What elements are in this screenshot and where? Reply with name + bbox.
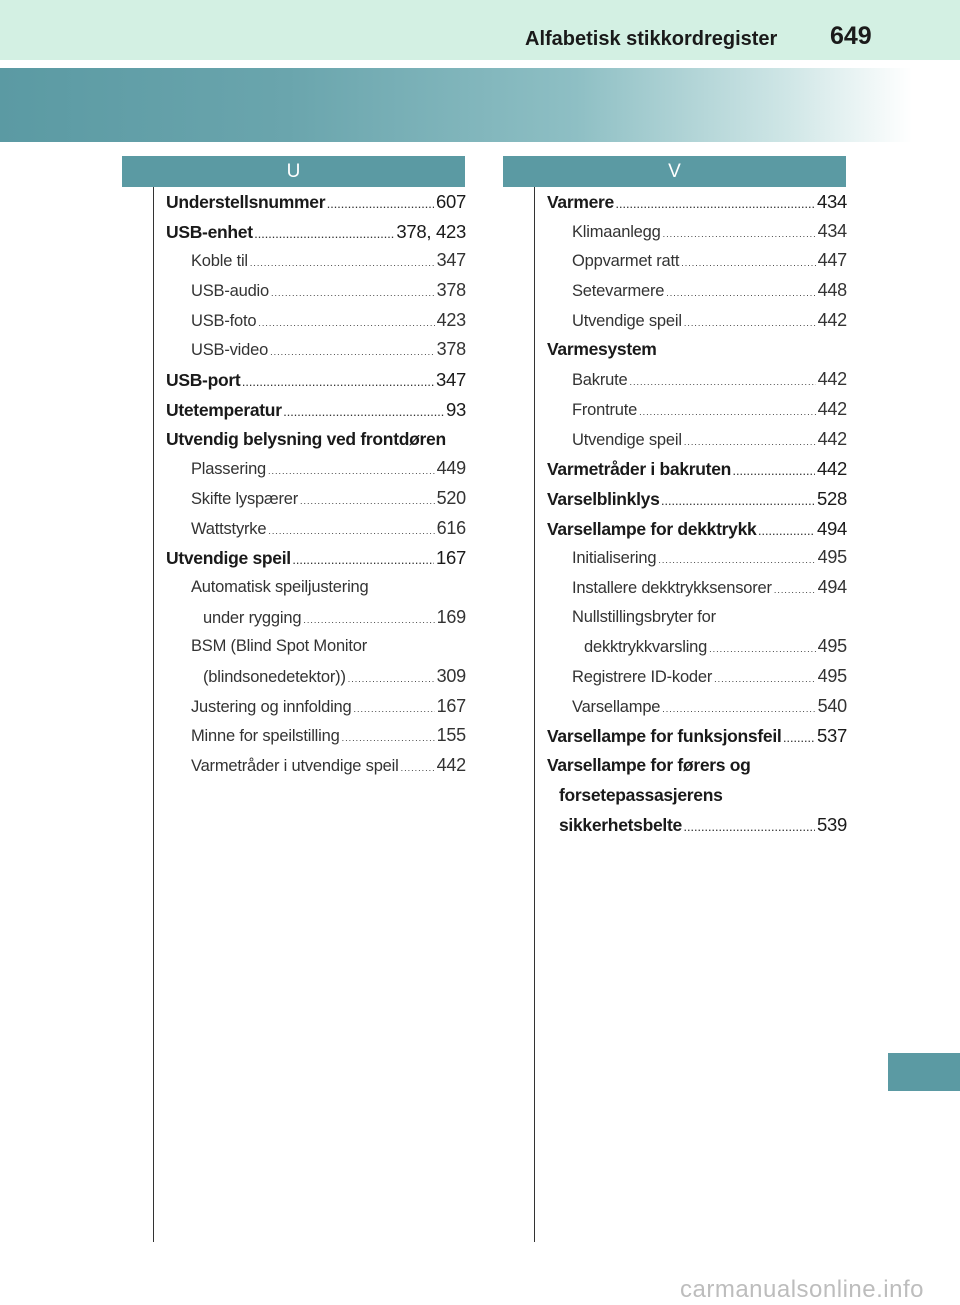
column-rule-left — [153, 187, 154, 1242]
index-entry-label: USB-foto — [191, 311, 257, 330]
index-entry — [166, 751, 466, 781]
dot-leader — [255, 221, 395, 251]
index-entry-label: Nullstillingsbryter for — [572, 607, 716, 626]
index-entry-label: Oppvarmet ratt — [572, 252, 680, 271]
index-entry-label: dekktrykkvarsling — [584, 638, 708, 657]
index-entry — [547, 395, 847, 425]
dot-leader — [681, 249, 815, 279]
index-entry — [547, 425, 847, 455]
index-entry-label: USB-enhet — [166, 221, 253, 242]
index-entry-label: BSM (Blind Spot Monitor — [191, 637, 368, 656]
index-entry-page: 155 — [436, 725, 466, 746]
index-entry-page: 442 — [817, 398, 847, 419]
decorative-gradient-band — [0, 68, 960, 142]
dot-leader — [684, 428, 816, 458]
dot-leader — [401, 754, 435, 784]
index-entry — [166, 187, 466, 217]
index-entry-page: 309 — [436, 666, 466, 686]
dot-leader — [658, 546, 815, 576]
index-entry-label: Varmesystem — [547, 339, 657, 360]
index-entry-page: 448 — [817, 280, 847, 301]
index-entry — [166, 721, 466, 751]
index-entry — [166, 335, 466, 365]
index-entry — [166, 484, 466, 514]
index-entry-label: Koble til — [191, 252, 248, 271]
index-entry — [547, 692, 847, 722]
index-entry-page: 167 — [436, 695, 466, 716]
index-entry-label: USB-video — [191, 341, 269, 360]
index-entry-label: under rygging — [203, 608, 302, 627]
index-entry-page: 423 — [436, 309, 466, 330]
dot-leader — [733, 458, 815, 488]
header-band — [0, 0, 960, 60]
header-title: Alfabetisk stikkordregister — [525, 28, 778, 50]
index-entry-label: USB-audio — [191, 282, 269, 301]
index-entry — [166, 454, 466, 484]
index-entry-page: 494 — [817, 517, 847, 539]
index-entry-label: USB-port — [166, 370, 241, 391]
dot-leader — [300, 487, 435, 517]
index-entry-label: Utvendige speil — [572, 430, 682, 449]
index-entry — [166, 217, 466, 247]
index-entry-label: forsetepassasjerens — [559, 784, 723, 805]
dot-leader — [783, 725, 815, 755]
column-rule-right — [534, 187, 535, 1242]
dot-leader — [714, 665, 815, 695]
index-entry-label: Utvendig belysning ved frontdøren — [166, 428, 446, 449]
index-tab-marker — [888, 1053, 960, 1091]
index-entry — [547, 543, 847, 573]
index-entry-label: Frontrute — [572, 400, 638, 419]
dot-leader — [348, 665, 435, 695]
dot-leader — [758, 518, 815, 548]
index-entry-label: Bakrute — [572, 371, 628, 390]
index-entry-page: 167 — [436, 547, 466, 569]
index-entry — [547, 662, 847, 692]
index-entry-label: Wattstyrke — [191, 519, 267, 538]
index-entry-page: 434 — [817, 220, 847, 241]
index-entry-page: 93 — [446, 398, 466, 420]
dot-leader — [303, 606, 434, 636]
index-entry — [166, 632, 466, 662]
index-entry-page: 607 — [436, 191, 466, 212]
index-entry-label: Utvendige speil — [572, 311, 682, 330]
index-entry — [547, 365, 847, 395]
index-entry-page: 495 — [817, 666, 847, 686]
index-entry — [547, 187, 847, 217]
index-entry — [547, 276, 847, 306]
index-entry — [547, 335, 847, 365]
dot-leader — [271, 279, 435, 309]
index-entry-label: Initialisering — [572, 549, 657, 568]
index-entry — [166, 573, 466, 603]
index-entry-label: Varmere — [547, 192, 614, 212]
section-header-v: V — [503, 156, 846, 187]
index-entry — [547, 781, 847, 811]
index-entry-page: 378 — [436, 339, 466, 360]
dot-leader — [684, 814, 815, 844]
index-entry-page: 540 — [817, 695, 847, 716]
dot-leader — [270, 338, 434, 368]
index-entry — [547, 454, 847, 484]
dot-leader — [342, 724, 435, 754]
index-entry-page: 442 — [817, 309, 847, 330]
index-entry-page: 434 — [817, 191, 847, 212]
index-entry-label: Varsellampe for førers og — [547, 755, 751, 776]
index-entry-page: 442 — [436, 755, 466, 776]
index-entry — [547, 721, 847, 751]
dot-leader — [268, 517, 434, 547]
index-entry-page: 378 — [436, 280, 466, 301]
watermark: carmanualsonline.info — [680, 1276, 924, 1303]
index-entry-page: 539 — [817, 814, 847, 836]
dot-leader — [663, 220, 816, 250]
index-entry-page: 347 — [436, 250, 466, 271]
index-entry-page: 528 — [817, 487, 847, 509]
dot-leader — [268, 457, 435, 487]
index-entry-label: sikkerhetsbelte — [559, 815, 682, 836]
index-entry-page: 442 — [817, 458, 847, 480]
dot-leader — [662, 695, 815, 725]
index-entry-label: Varmetråder i bakruten — [547, 459, 732, 480]
index-entry-label: (blindsonedetektor)) — [203, 668, 346, 686]
index-entry — [166, 692, 466, 722]
index-entry — [166, 395, 466, 425]
index-entry — [547, 751, 847, 781]
dot-leader — [684, 309, 816, 339]
index-entry-page: 520 — [436, 487, 466, 508]
dot-leader — [258, 309, 434, 339]
page-number: 649 — [830, 22, 872, 50]
index-entry — [547, 306, 847, 336]
index-entry-label: Klimaanlegg — [572, 222, 661, 241]
index-entry-page: 447 — [817, 250, 847, 271]
index-entry-page: 494 — [817, 576, 847, 597]
index-entry-label: Varmetråder i utvendige speil — [191, 757, 399, 776]
index-entry-page: 495 — [817, 547, 847, 568]
index-entry — [166, 514, 466, 544]
index-entry — [547, 514, 847, 544]
index-entry-label: Utetemperatur — [166, 399, 282, 420]
index-entry-page: 442 — [817, 428, 847, 449]
index-entry-page: 378, 423 — [396, 220, 466, 242]
index-entry — [547, 573, 847, 603]
dot-leader — [662, 488, 815, 518]
dot-leader — [709, 635, 815, 665]
index-entry-label: Utvendige speil — [166, 548, 291, 569]
index-entry — [547, 603, 847, 633]
index-entry-page: 169 — [436, 606, 466, 627]
index-entry-page: 537 — [817, 725, 847, 747]
index-entry — [547, 217, 847, 247]
dot-leader — [250, 249, 435, 279]
index-column-v — [547, 187, 847, 840]
index-entry-page: 449 — [436, 458, 466, 479]
index-entry-label: Skifte lyspærer — [191, 489, 299, 508]
dot-leader — [639, 398, 815, 428]
index-entry-label: Minne for speilstilling — [191, 727, 340, 746]
index-entry-label: Varselblinklys — [547, 488, 660, 509]
index-entry-label: Plassering — [191, 460, 267, 479]
index-entry-label: Registrere ID-koder — [572, 668, 713, 686]
index-entry — [166, 276, 466, 306]
index-entry — [166, 662, 466, 692]
index-entry — [166, 306, 466, 336]
index-entry-label: Varsellampe for dekktrykk — [547, 518, 757, 539]
index-entry — [166, 246, 466, 276]
index-entry-label: Understellsnummer — [166, 192, 326, 212]
dot-leader — [629, 368, 815, 398]
index-entry-label: Varsellampe — [572, 697, 661, 716]
index-entry-label: Setevarmere — [572, 282, 665, 301]
index-entry-label: Justering og innfolding — [191, 697, 352, 716]
index-entry-page: 616 — [436, 517, 466, 538]
index-entry — [547, 632, 847, 662]
index-entry — [547, 246, 847, 276]
dot-leader — [616, 191, 815, 221]
dot-leader — [666, 279, 815, 309]
section-header-u: U — [122, 156, 465, 187]
index-entry-page: 442 — [817, 369, 847, 390]
index-entry — [547, 810, 847, 840]
index-entry-page: 495 — [817, 636, 847, 657]
index-entry — [166, 543, 466, 573]
index-column-u — [166, 187, 466, 781]
index-entry-label: Installere dekktrykksensorer — [572, 578, 772, 597]
index-entry — [166, 425, 466, 455]
index-entry-label: Varsellampe for funksjonsfeil — [547, 726, 782, 747]
dot-leader — [242, 369, 434, 399]
index-entry — [547, 484, 847, 514]
index-entry — [166, 603, 466, 633]
index-entry-label: Automatisk speiljustering — [191, 577, 369, 596]
dot-leader — [354, 695, 435, 725]
index-entry-page: 347 — [436, 369, 466, 391]
dot-leader — [774, 576, 816, 606]
index-entry — [166, 365, 466, 395]
